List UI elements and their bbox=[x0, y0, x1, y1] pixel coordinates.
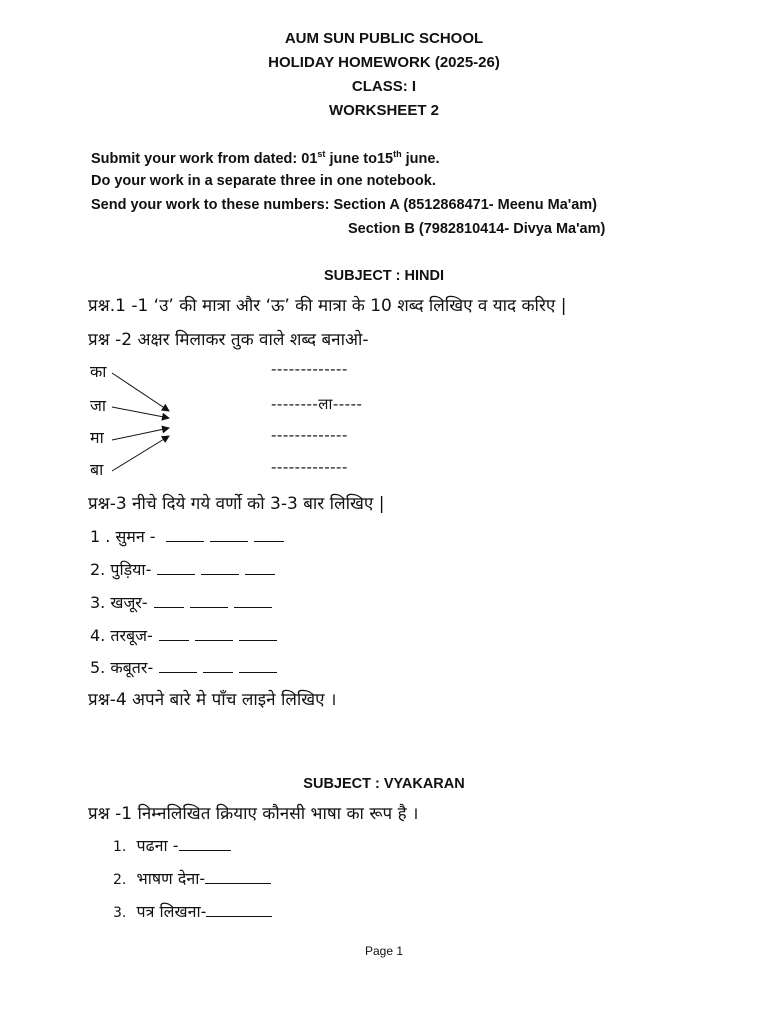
school-name: AUM SUN PUBLIC SCHOOL bbox=[284, 30, 484, 47]
worksheet-label: WORKSHEET 2 bbox=[328, 102, 439, 119]
arrow-line bbox=[112, 436, 169, 471]
hindi-question-4: प्रश्न-4 अपने बारे मे पाँच लाइने लिखिए । bbox=[88, 690, 337, 710]
send-instruction: Send your work to these numbers: Section A (8512868471- Meenu Ma'am) bbox=[91, 197, 597, 213]
word-row-5: 5. कबूतर- bbox=[90, 656, 277, 678]
vyakaran-question-1: प्रश्न -1 निम्नलिखित क्रियाए कौनसी भाषा का रूप है । bbox=[88, 804, 419, 824]
rhyme-blank-4: ------------- bbox=[271, 458, 348, 476]
submit-instruction: Submit your work from dated: 01st june to15th june. bbox=[91, 149, 440, 167]
page-number: Page 1 bbox=[364, 944, 404, 958]
letter-ja: जा bbox=[90, 396, 107, 415]
rhyme-blank-2: --------ला----- bbox=[271, 395, 363, 413]
vyakaran-item-3: 3. पत्र लिखना- bbox=[113, 900, 272, 922]
word-row-2: 2. पुड़िया- bbox=[90, 558, 275, 580]
vyakaran-item-1: 1. पढना - bbox=[113, 834, 231, 856]
arrow-line bbox=[112, 373, 169, 411]
hindi-question-3: प्रश्न-3 नीचे दिये गये वर्णो को 3-3 बार लिखिए | bbox=[88, 494, 385, 514]
rhyme-blank-1: ------------- bbox=[271, 360, 348, 378]
homework-title: HOLIDAY HOMEWORK (2025-26) bbox=[268, 54, 500, 71]
hindi-question-2: प्रश्न -2 अक्षर मिलाकर तुक वाले शब्द बनाओ- bbox=[88, 330, 369, 350]
notebook-instruction: Do your work in a separate three in one notebook. bbox=[91, 173, 436, 189]
word-row-1: 1 . सुमन - bbox=[90, 525, 284, 547]
section-b-contact: Section B (7982810414- Divya Ma'am) bbox=[348, 221, 606, 237]
subject-vyakaran-heading: SUBJECT : VYAKARAN bbox=[303, 776, 465, 792]
arrow-line bbox=[112, 428, 169, 440]
word-row-4: 4. तरबूज- bbox=[90, 624, 277, 646]
letter-ba: बा bbox=[90, 460, 104, 479]
vyakaran-item-2: 2. भाषण देना- bbox=[113, 867, 271, 889]
class-label: CLASS: I bbox=[351, 78, 417, 95]
hindi-question-1: प्रश्न.1 -1 ‘उ’ की मात्रा और ‘ऊ’ की मात्रा के 10 शब्द लिखिए व याद करिए | bbox=[88, 296, 567, 316]
arrow-line bbox=[112, 407, 169, 418]
word-row-3: 3. खजूर- bbox=[90, 591, 272, 613]
subject-hindi-heading: SUBJECT : HINDI bbox=[323, 268, 445, 284]
letter-ma: मा bbox=[90, 428, 104, 447]
rhyme-blank-3: ------------- bbox=[271, 426, 348, 444]
letter-ka: का bbox=[90, 362, 107, 381]
